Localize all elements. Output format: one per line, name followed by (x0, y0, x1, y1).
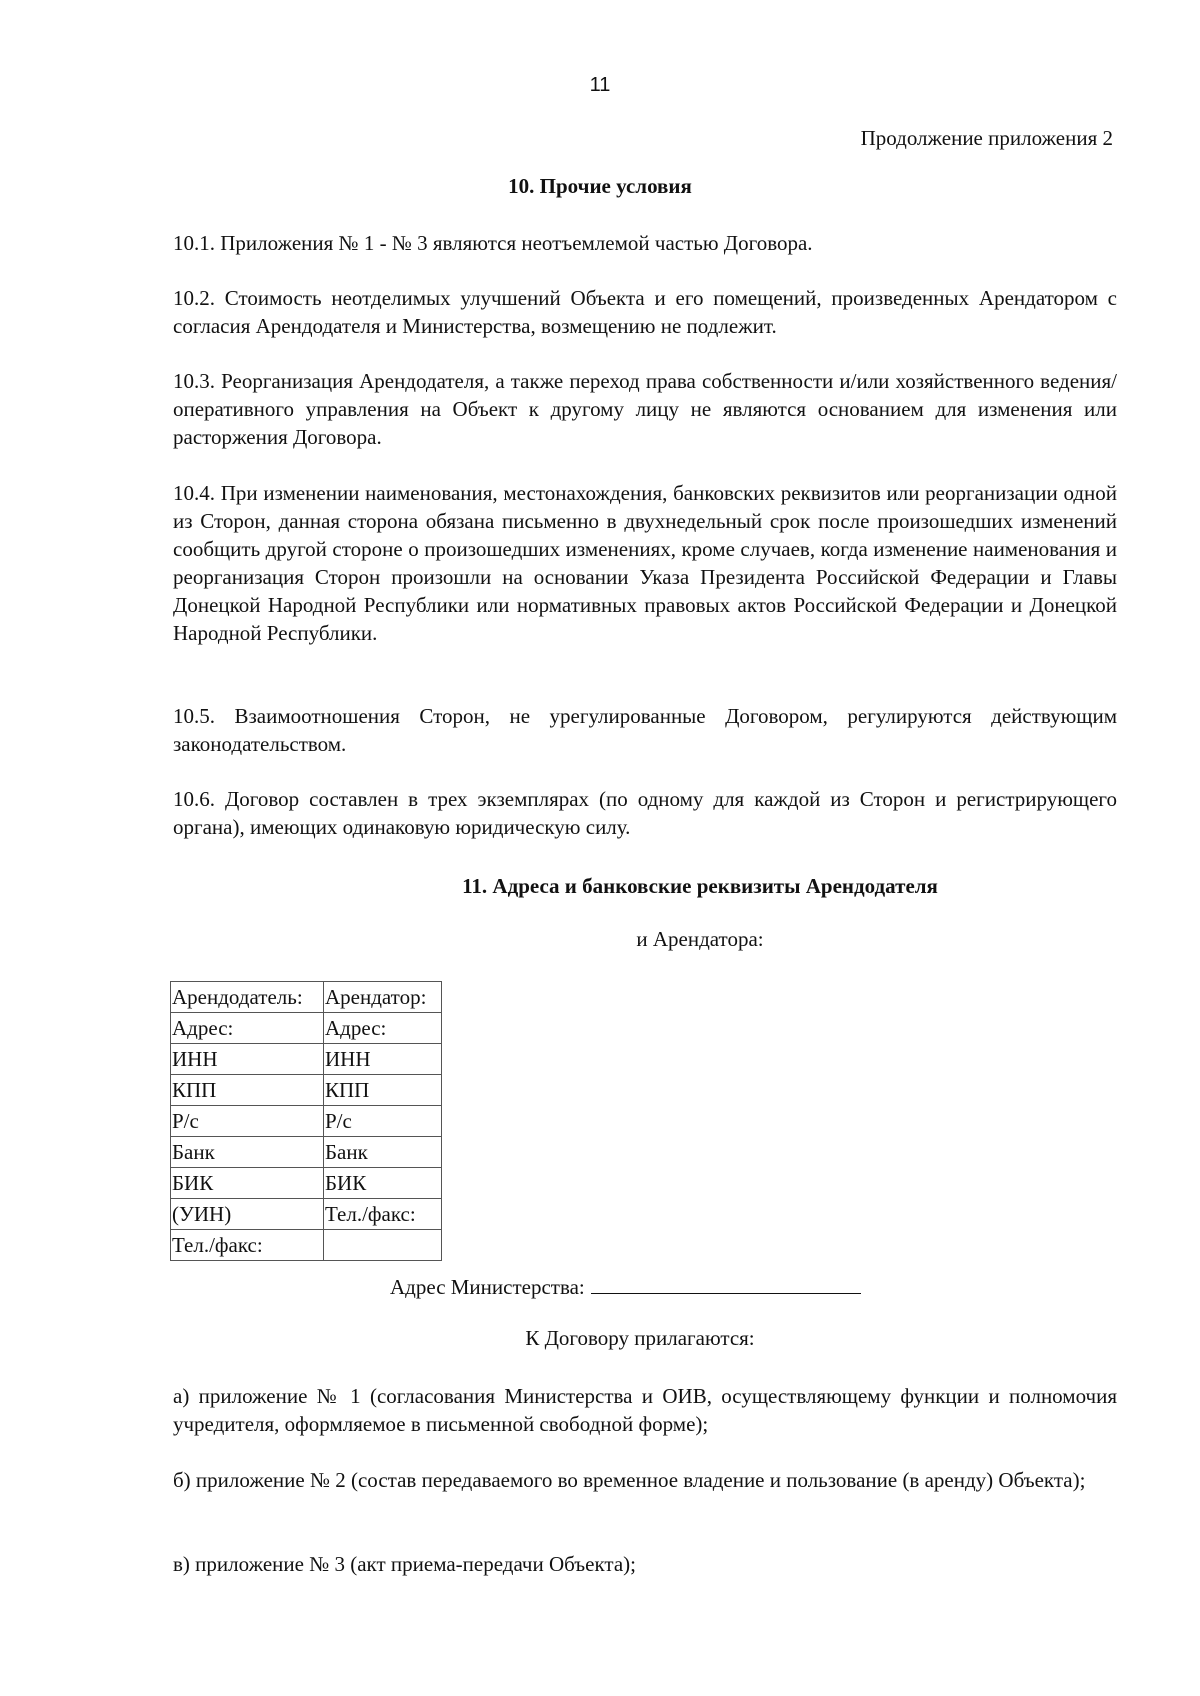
attachments-title: К Договору прилагаются: (525, 1326, 755, 1350)
lessor-cell: КПП (171, 1075, 324, 1106)
table-row (171, 1106, 442, 1137)
table-row (171, 1013, 442, 1044)
table-row (171, 982, 442, 1013)
attachment-item-b: б) приложение № 2 (состав передаваемого во временное владение и пользование (в аренду) Объекта); (173, 1468, 1086, 1492)
clause-10-6: 10.6. Договор составлен в трех экземплярах (по одному для каждой из Сторон и регистрирующего органа), имеющих одинаковую юридическую силу. (173, 787, 1117, 839)
ministry-address-label: Адрес Министерства: (390, 1275, 585, 1299)
section-11-title: 11. Адреса и банковские реквизиты Арендодателя (462, 874, 938, 898)
attachment-item-a: а) приложение № 1 (согласования Министерства и ОИВ, осуществляющему функции и полномочия учредителя, оформляемое в письменной свободной форме); (173, 1384, 1117, 1436)
lessee-cell: БИК (324, 1168, 442, 1199)
table-row (171, 1137, 442, 1168)
lessor-cell: Тел./факс: (171, 1230, 324, 1261)
lessor-cell: БИК (171, 1168, 324, 1199)
lessor-cell: ИНН (171, 1044, 324, 1075)
clause-10-4: 10.4. При изменении наименования, местонахождения, банковских реквизитов или реорганизации одной из Сторон, данная сторона обязана письменно в двухнедельный срок после произошедших изменений сообщить другой стороне о произошедших изменениях, кроме случаев, когда изменение наименования и реорганизация Сторон произошли на основании Указа Президента Российской Федерации и Главы Донецкой Народной Республики или нормативных правовых актов Российской Федерации и Донецкой Народной Республики. (173, 481, 1117, 645)
clause-10-5: 10.5. Взаимоотношения Сторон, не урегулированные Договором, регулируются действующим законодательством. (173, 704, 1117, 756)
table-row (171, 1075, 442, 1106)
ministry-address-blank-line (591, 1271, 861, 1294)
lessor-cell: Р/с (171, 1106, 324, 1137)
lessor-cell: Адрес: (171, 1013, 324, 1044)
requisites-table (170, 981, 442, 1261)
lessee-cell: Р/с (324, 1106, 442, 1137)
lessee-cell: КПП (324, 1075, 442, 1106)
lessee-cell: ИНН (324, 1044, 442, 1075)
lessor-cell: Арендодатель: (171, 982, 324, 1013)
lessee-cell: Банк (324, 1137, 442, 1168)
page-number: 11 (589, 74, 611, 96)
lessee-cell: Адрес: (324, 1013, 442, 1044)
section-11-subtitle: и Арендатора: (636, 927, 764, 951)
table-row (171, 1230, 442, 1261)
lessee-cell: Тел./факс: (324, 1199, 442, 1230)
lessee-cell: Арендатор: (324, 982, 442, 1013)
clause-10-2: 10.2. Стоимость неотделимых улучшений Объекта и его помещений, произведенных Арендатором с согласия Арендодателя и Министерства, возмещению не подлежит. (173, 286, 1117, 338)
clause-10-3: 10.3. Реорганизация Арендодателя, а также переход права собственности и/или хозяйственного ведения/оперативного управления на Объект к другому лицу не являются основанием для изменения или расторжения Договора. (173, 369, 1117, 449)
table-row (171, 1168, 442, 1199)
lessee-cell (324, 1230, 442, 1261)
lessor-cell: Банк (171, 1137, 324, 1168)
clause-10-1: 10.1. Приложения № 1 - № 3 являются неотъемлемой частью Договора. (173, 231, 813, 255)
appendix-continuation-note: Продолжение приложения 2 (860, 126, 1113, 150)
lessor-cell: (УИН) (171, 1199, 324, 1230)
section-10-title: 10. Прочие условия (508, 174, 692, 198)
attachment-item-c: в) приложение № 3 (акт приема-передачи Объекта); (173, 1552, 636, 1576)
table-row (171, 1044, 442, 1075)
table-row (171, 1199, 442, 1230)
ministry-address (390, 1271, 861, 1300)
